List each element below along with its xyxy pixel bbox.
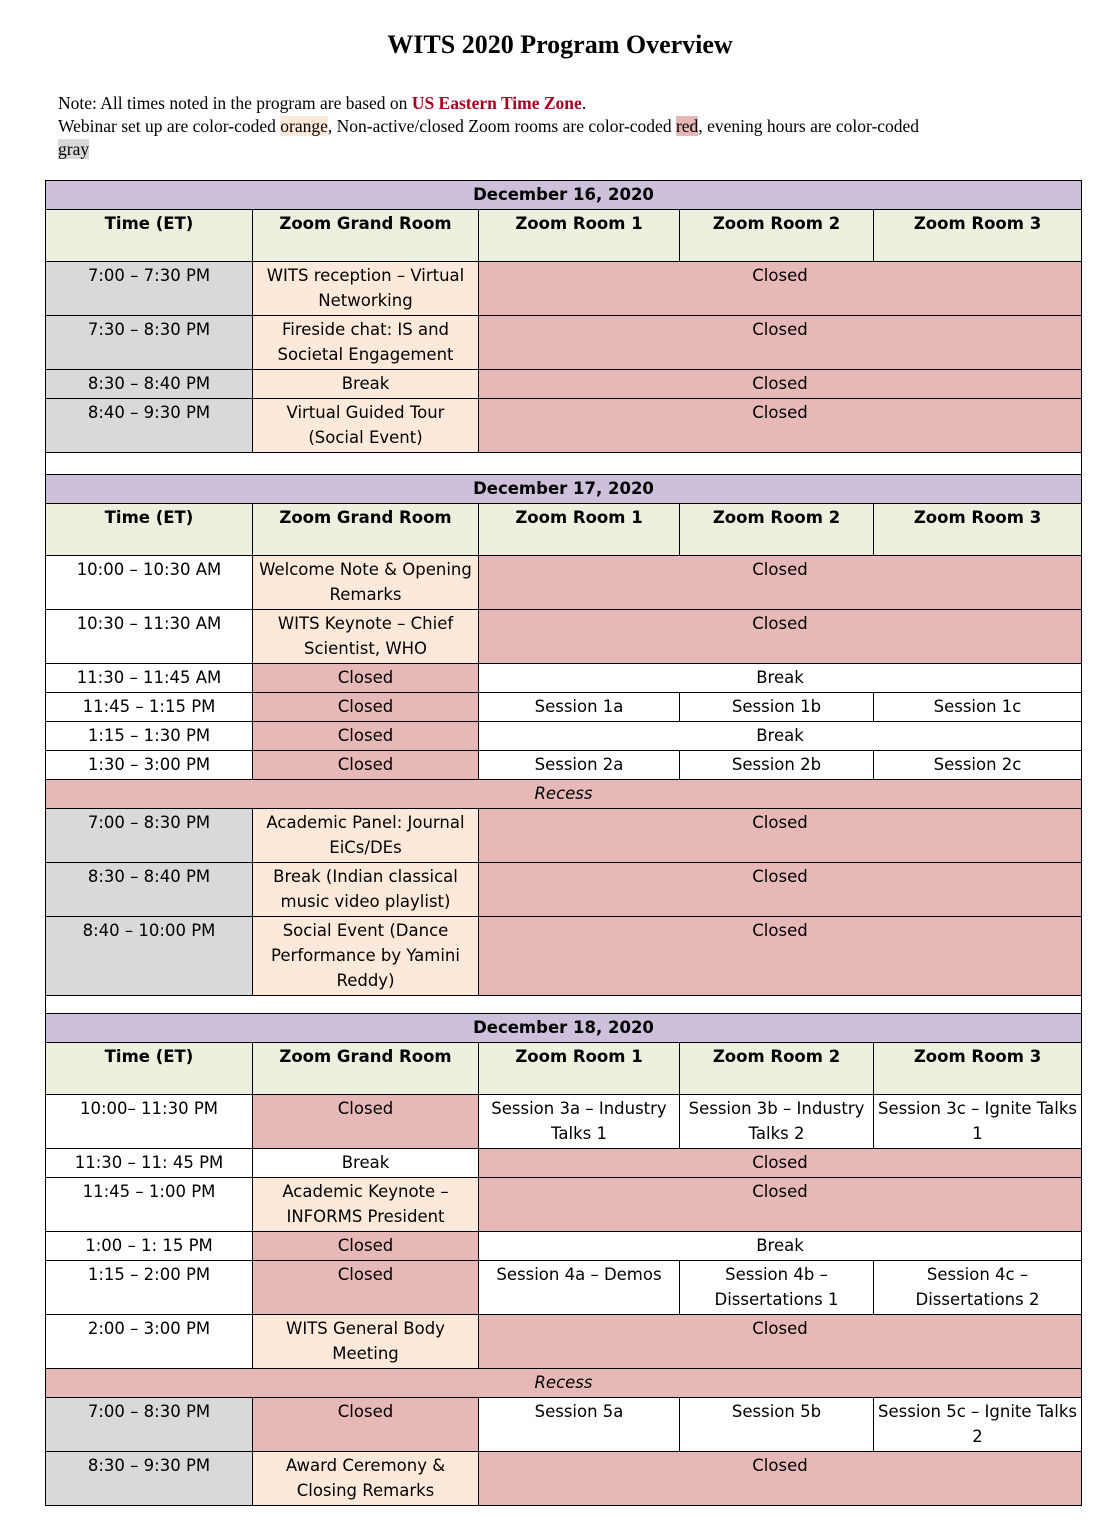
rooms-cell: Closed (479, 1149, 1082, 1178)
color-legend (58, 115, 1068, 161)
time-cell: 7:00 – 7:30 PM (46, 262, 253, 316)
rooms-cell: Closed (479, 610, 1082, 664)
timezone-label: US Eastern Time Zone (411, 93, 582, 113)
grand-room-cell: Closed (253, 1261, 479, 1315)
time-cell: 7:30 – 8:30 PM (46, 316, 253, 370)
time-cell: 8:40 – 9:30 PM (46, 399, 253, 453)
note-text: Note: All times noted in the program are based on (58, 93, 412, 113)
grand-room-cell: Closed (253, 1095, 479, 1149)
time-cell: 11:45 – 1:00 PM (46, 1178, 253, 1232)
grand-room-cell (253, 262, 479, 316)
rooms-cell: Closed (479, 399, 1082, 453)
schedule-table-dec16 (45, 180, 1082, 481)
time-cell: 11:30 – 11:45 AM (46, 664, 253, 693)
legend-red: red (675, 116, 699, 136)
table-row (46, 664, 1082, 693)
rooms-cell: Closed (479, 809, 1082, 863)
date-header: December 16, 2020 (46, 181, 1082, 210)
rooms-cell: Closed (479, 1452, 1082, 1506)
grand-room-cell: WITS Keynote – Chief Scientist, WHO (253, 610, 479, 664)
grand-room-cell: Closed (253, 693, 479, 722)
note-text: , evening hours are color-coded (698, 116, 920, 136)
time-cell: 1:30 – 3:00 PM (46, 751, 253, 780)
table-row (46, 370, 1082, 399)
timezone-note (58, 92, 1068, 115)
rooms-cell: Closed (479, 316, 1082, 370)
table-row (46, 262, 1082, 316)
col-header-room-2: Zoom Room 2 (680, 504, 874, 556)
rooms-cell: Closed (479, 556, 1082, 610)
recess-row (46, 780, 1082, 809)
grand-room-cell: Break (253, 1149, 479, 1178)
time-cell: 10:00– 11:30 PM (46, 1095, 253, 1149)
col-header-grand-room: Zoom Grand Room (253, 504, 479, 556)
time-cell: 2:00 – 3:00 PM (46, 1315, 253, 1369)
col-header-time: Time (ET) (46, 504, 253, 556)
table-row (46, 316, 1082, 370)
room-2-cell: Session 1b (680, 693, 874, 722)
table-row (46, 1232, 1082, 1261)
time-cell: 1:15 – 2:00 PM (46, 1261, 253, 1315)
table-row (46, 610, 1082, 664)
table-row (46, 722, 1082, 751)
time-cell: 11:30 – 11: 45 PM (46, 1149, 253, 1178)
time-cell: 7:00 – 8:30 PM (46, 1398, 253, 1452)
recess-label: Recess (46, 1369, 1082, 1398)
room-2-cell: Session 5b (680, 1398, 874, 1452)
table-row (46, 809, 1082, 863)
table-row (46, 1261, 1082, 1315)
grand-room-cell: Academic Keynote – INFORMS President (253, 1178, 479, 1232)
time-cell: 1:00 – 1: 15 PM (46, 1232, 253, 1261)
room-1-cell: Session 3a – Industry Talks 1 (479, 1095, 680, 1149)
room-3-cell: Session 1c (874, 693, 1082, 722)
page-title: WITS 2020 Program Overview (387, 30, 733, 59)
grand-room-cell: Break (253, 370, 479, 399)
note-text: . (581, 93, 587, 113)
table-row (46, 863, 1082, 917)
room-2-cell: Session 3b – Industry Talks 2 (680, 1095, 874, 1149)
col-header-time: Time (ET) (46, 1043, 253, 1095)
schedule-table-dec17 (45, 474, 1082, 1030)
room-3-cell: Session 5c – Ignite Talks 2 (874, 1398, 1082, 1452)
table-row (46, 1149, 1082, 1178)
table-row (46, 399, 1082, 453)
time-cell: 8:30 – 8:40 PM (46, 370, 253, 399)
col-header-time: Time (ET) (46, 210, 253, 262)
grand-room-cell: Closed (253, 664, 479, 693)
rooms-cell: Closed (479, 1178, 1082, 1232)
col-header-room-3: Zoom Room 3 (874, 504, 1082, 556)
room-2-cell: Session 2b (680, 751, 874, 780)
recess-label: Recess (46, 780, 1082, 809)
col-header-room-1: Zoom Room 1 (479, 504, 680, 556)
cell-text: WITS reception – Virtual Networking (266, 266, 465, 310)
table-row (46, 1398, 1082, 1452)
legend-note (58, 92, 1068, 161)
room-1-cell: Session 2a (479, 751, 680, 780)
legend-gray: gray (58, 139, 90, 159)
table-row (46, 1452, 1082, 1506)
time-cell: 7:00 – 8:30 PM (46, 809, 253, 863)
grand-room-cell: Closed (253, 1232, 479, 1261)
time-cell: 1:15 – 1:30 PM (46, 722, 253, 751)
rooms-cell: Break (479, 1232, 1082, 1261)
room-3-cell: Session 2c (874, 751, 1082, 780)
grand-room-cell: Social Event (Dance Performance by Yamini Reddy) (253, 917, 479, 996)
grand-room-cell: Welcome Note & Opening Remarks (253, 556, 479, 610)
time-cell: 10:30 – 11:30 AM (46, 610, 253, 664)
date-header: December 17, 2020 (46, 475, 1082, 504)
col-header-grand-room: Zoom Grand Room (253, 1043, 479, 1095)
col-header-room-3: Zoom Room 3 (874, 1043, 1082, 1095)
time-cell: 8:40 – 10:00 PM (46, 917, 253, 996)
grand-room-cell: Closed (253, 722, 479, 751)
time-cell: 10:00 – 10:30 AM (46, 556, 253, 610)
table-row (46, 1095, 1082, 1149)
col-header-room-1: Zoom Room 1 (479, 1043, 680, 1095)
grand-room-cell: Closed (253, 1398, 479, 1452)
table-row (46, 751, 1082, 780)
rooms-cell: Closed (479, 863, 1082, 917)
rooms-cell: Closed (479, 917, 1082, 996)
grand-room-cell: Virtual Guided Tour (Social Event) (253, 399, 479, 453)
col-header-grand-room: Zoom Grand Room (253, 210, 479, 262)
room-1-cell: Session 4a – Demos (479, 1261, 680, 1315)
grand-room-cell: Academic Panel: Journal EiCs/DEs (253, 809, 479, 863)
note-text: Webinar set up are color-coded (58, 116, 281, 136)
recess-row (46, 1369, 1082, 1398)
room-2-cell: Session 4b – Dissertations 1 (680, 1261, 874, 1315)
col-header-room-3: Zoom Room 3 (874, 210, 1082, 262)
col-header-room-2: Zoom Room 2 (680, 210, 874, 262)
rooms-cell: Break (479, 722, 1082, 751)
table-row (46, 1178, 1082, 1232)
rooms-cell: Closed (479, 1315, 1082, 1369)
rooms-cell: Closed (479, 370, 1082, 399)
table-row (46, 693, 1082, 722)
schedule-table-dec18 (45, 1013, 1082, 1506)
table-row (46, 556, 1082, 610)
room-3-cell: Session 3c – Ignite Talks 1 (874, 1095, 1082, 1149)
col-header-room-2: Zoom Room 2 (680, 1043, 874, 1095)
note-text: , Non-active/closed Zoom rooms are color-coded (327, 116, 676, 136)
room-1-cell: Session 5a (479, 1398, 680, 1452)
rooms-cell: Break (479, 664, 1082, 693)
time-cell: 11:45 – 1:15 PM (46, 693, 253, 722)
table-row (46, 917, 1082, 996)
col-header-room-1: Zoom Room 1 (479, 210, 680, 262)
grand-room-cell: Award Ceremony & Closing Remarks (253, 1452, 479, 1506)
room-1-cell: Session 1a (479, 693, 680, 722)
time-cell: 8:30 – 8:40 PM (46, 863, 253, 917)
time-cell: 8:30 – 9:30 PM (46, 1452, 253, 1506)
grand-room-cell: Closed (253, 751, 479, 780)
table-row (46, 1315, 1082, 1369)
rooms-cell: Closed (479, 262, 1082, 316)
room-3-cell: Session 4c – Dissertations 2 (874, 1261, 1082, 1315)
grand-room-cell: Break (Indian classical music video playlist) (253, 863, 479, 917)
grand-room-cell: WITS General Body Meeting (253, 1315, 479, 1369)
date-header: December 18, 2020 (46, 1014, 1082, 1043)
legend-orange: orange (280, 116, 328, 136)
grand-room-cell: Fireside chat: IS and Societal Engagement (253, 316, 479, 370)
